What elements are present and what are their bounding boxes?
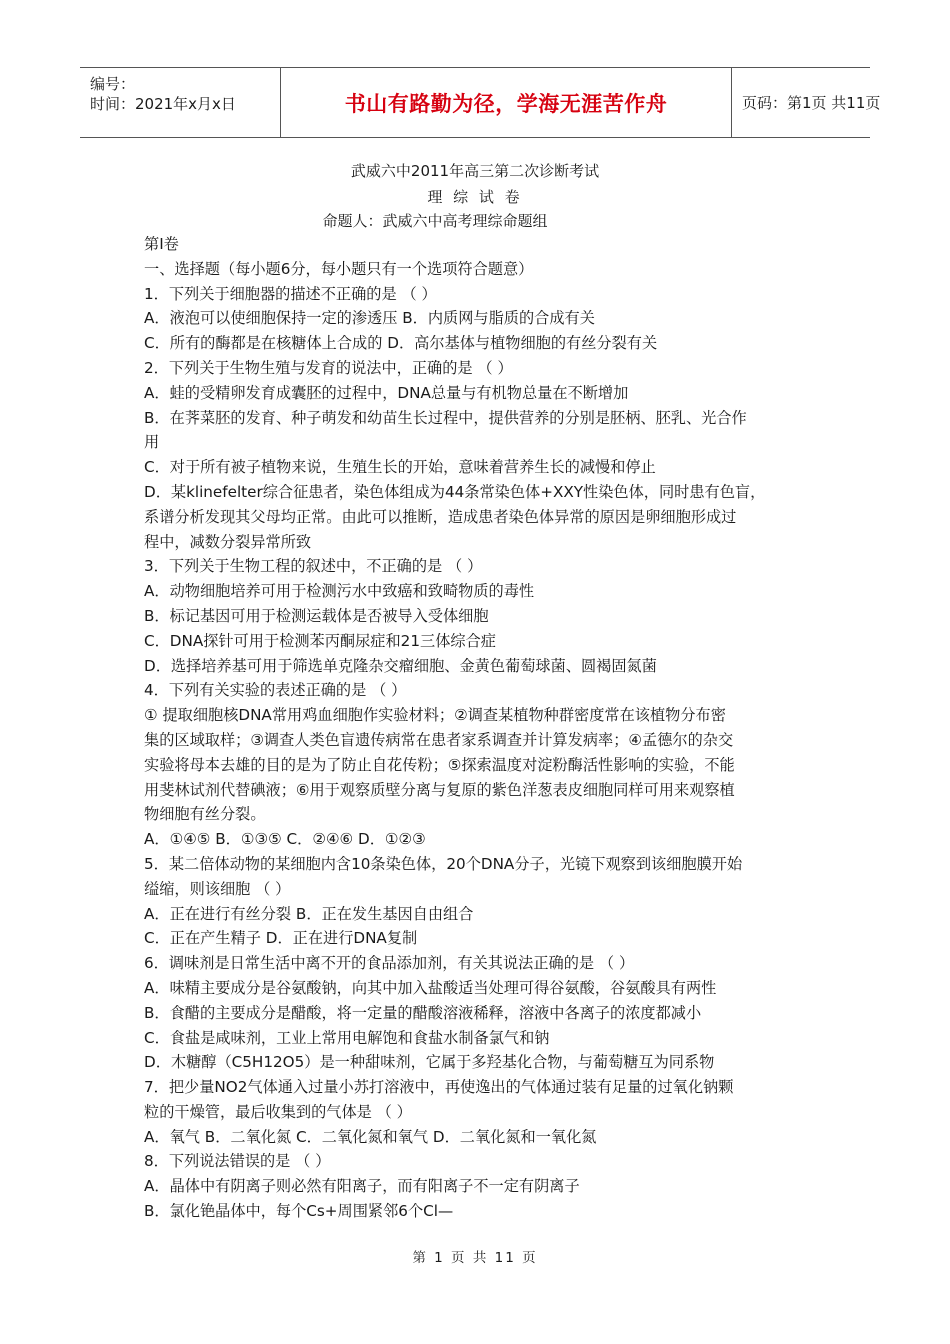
exam-body bbox=[144, 232, 824, 1224]
body-line: A．动物细胞培养可用于检测污水中致癌和致畸物质的毒性 bbox=[144, 582, 535, 601]
body-line: 7．把少量NO2气体通入过量小苏打溶液中，再使逸出的气体通过装有足量的过氧化钠颗 bbox=[144, 1078, 734, 1097]
body-line: A．液泡可以使细胞保持一定的渗透压 B．内质网与脂质的合成有关 bbox=[144, 309, 595, 328]
body-line: B．标记基因可用于检测运载体是否被导入受体细胞 bbox=[144, 606, 489, 625]
header-meta bbox=[80, 68, 280, 137]
body-line: 实验将母本去雄的目的是为了防止自花传粉；⑤探索温度对淀粉酶活性影响的实验，不能 bbox=[144, 755, 735, 774]
body-line: 6．调味剂是日常生活中离不开的食品添加剂，有关其说法正确的是 （ ） bbox=[144, 954, 635, 973]
body-line: A．氧气 B．二氧化氮 C．二氧化氮和氧气 D．二氧化氮和一氧化氮 bbox=[144, 1127, 597, 1146]
body-line: A．晶体中有阴离子则必然有阳离子，而有阳离子不一定有阴离子 bbox=[144, 1177, 580, 1196]
body-line: 用 bbox=[144, 433, 160, 452]
doc-subtitle: 理 综 试 卷 bbox=[427, 188, 523, 206]
body-line: 一、选择题（每小题6分，每小题只有一个选项符合题意） bbox=[144, 259, 534, 278]
body-line: 程中，减数分裂异常所致 bbox=[144, 532, 312, 551]
body-line: A．蛙的受精卵发育成囊胚的过程中，DNA总量与有机物总量在不断增加 bbox=[144, 383, 629, 402]
body-line: 集的区域取样；③调查人类色盲遗传病常在患者家系调查并计算发病率；④孟德尔的杂交 bbox=[144, 730, 734, 749]
body-line: ① 提取细胞核DNA常用鸡血细胞作实验材料；②调查某植物种群密度常在该植物分布密 bbox=[144, 706, 726, 725]
doc-author: 命题人：武威六中高考理综命题组 bbox=[322, 212, 548, 230]
body-line: 缢缩，则该细胞 （ ） bbox=[144, 879, 291, 898]
body-line: 8．下列说法错误的是 （ ） bbox=[144, 1152, 331, 1171]
body-line: 粒的干燥管，最后收集到的气体是 （ ） bbox=[144, 1102, 412, 1121]
body-line: C．正在产生精子 D．正在进行DNA复制 bbox=[144, 929, 418, 948]
page-header bbox=[80, 67, 881, 138]
header-motto: 书山有路勤为径，学海无涯苦作舟 bbox=[280, 68, 732, 137]
body-line: 系谱分析发现其父母均正常。由此可以推断，造成患者染色体异常的原因是卵细胞形成过 bbox=[144, 507, 737, 526]
body-line: C．食盐是咸味剂，工业上常用电解饱和食盐水制备氯气和钠 bbox=[144, 1028, 550, 1047]
body-line: 物细胞有丝分裂。 bbox=[144, 805, 266, 824]
doc-title: 武威六中2011年高三第二次诊断考试 bbox=[350, 162, 600, 180]
body-line: B．食醋的主要成分是醋酸，将一定量的醋酸溶液稀释，溶液中各离子的浓度都减小 bbox=[144, 1003, 702, 1022]
body-line: A．①④⑤ B．①③⑤ C．②④⑥ D．①②③ bbox=[144, 830, 426, 849]
body-line: D．选择培养基可用于筛选单克隆杂交瘤细胞、金黄色葡萄球菌、圆褐固氮菌 bbox=[144, 656, 657, 675]
header-date-label: 时间：2021年x月x日 bbox=[90, 95, 236, 113]
body-line: D．某klinefelter综合征患者，染色体组成为44条常染色体+XXY性染色体，同时患有色盲， bbox=[144, 482, 766, 501]
body-line: D．木糖醇（C5H12O5）是一种甜味剂，它属于多羟基化合物，与葡萄糖互为同系物 bbox=[144, 1053, 715, 1072]
body-line: C．DNA探针可用于检测苯丙酮尿症和21三体综合症 bbox=[144, 631, 496, 650]
body-line: 4．下列有关实验的表述正确的是 （ ） bbox=[144, 681, 407, 700]
body-line: 1．下列关于细胞器的描述不正确的是 （ ） bbox=[144, 284, 437, 303]
body-line: 2．下列关于生物生殖与发育的说法中，正确的是 （ ） bbox=[144, 358, 513, 377]
body-line: 第Ⅰ卷 bbox=[144, 235, 179, 253]
body-line: C．对于所有被子植物来说，生殖生长的开始，意味着营养生长的减慢和停止 bbox=[144, 458, 656, 477]
body-line: B．氯化铯晶体中，每个Cs+周围紧邻6个Cl— bbox=[144, 1202, 454, 1221]
body-line: 用斐林试剂代替碘液；⑥用于观察质壁分离与复原的紫色洋葱表皮细胞同样可用来观察植 bbox=[144, 780, 735, 799]
body-line: C．所有的酶都是在核糖体上合成的 D．高尔基体与植物细胞的有丝分裂有关 bbox=[144, 334, 658, 353]
body-line: 5．某二倍体动物的某细胞内含10条染色体，20个DNA分子，光镜下观察到该细胞膜开始 bbox=[144, 854, 743, 873]
page-footer: 第 1 页 共 11 页 bbox=[412, 1250, 538, 1266]
body-line: 3．下列关于生物工程的叙述中，不正确的是 （ ） bbox=[144, 557, 483, 576]
body-line: A．正在进行有丝分裂 B．正在发生基因自由组合 bbox=[144, 904, 474, 923]
header-number-label: 编号： bbox=[90, 75, 136, 93]
body-line: B．在荠菜胚的发育、种子萌发和幼苗生长过程中，提供营养的分别是胚柄、胚乳、光合作 bbox=[144, 408, 747, 427]
header-page-info: 页码：第1页 共11页 bbox=[742, 94, 881, 112]
body-line: A．味精主要成分是谷氨酸钠，向其中加入盐酸适当处理可得谷氨酸，谷氨酸具有两性 bbox=[144, 978, 717, 997]
